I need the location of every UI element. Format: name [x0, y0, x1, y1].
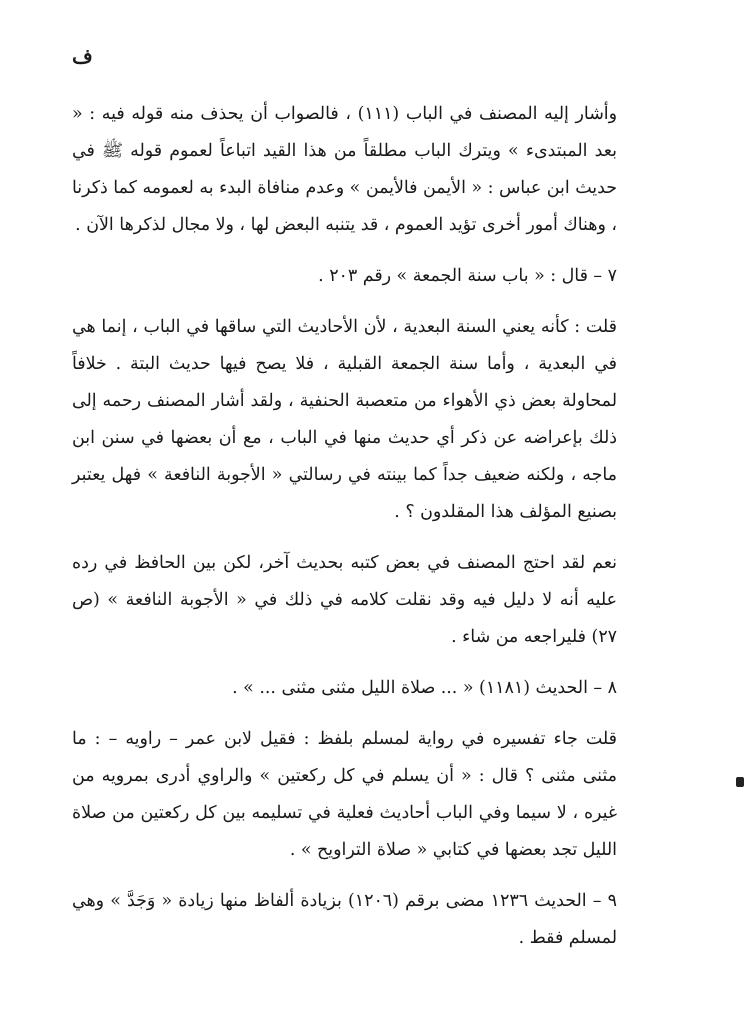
scan-edge-mark — [736, 777, 744, 787]
paragraph-4: نعم لقد احتج المصنف في بعض كتبه بحديث آخر، لكن بين الحافظ في رده عليه أنه لا دليل فيه وقد نقلت كلامه في ذلك في « الأجوبة النافعة » (ص ٢٧) فليراجعه من شاء . — [72, 553, 617, 647]
page-text — [72, 96, 617, 957]
page-marker: ف — [72, 44, 93, 68]
item-9-heading: ٩ – الحديث ١٢٣٦ مضى برقم (١٢٠٦) بزيادة ألفاظ منها زيادة « وَجَدَّ » وهي لمسلم فقط . — [72, 891, 617, 948]
paragraph-1: وأشار إليه المصنف في الباب (١١١) ، فالصواب أن يحذف منه قوله فيه : « بعد المبتدىء » ويترك الباب مطلقاً من هذا القيد اتباعاً لعموم قوله ﷺ في حديث ابن عباس : « الأيمن فالأيمن » وعدم منافاة البدء به لعمومه كما ذكرنا ، وهناك أمور أخرى تؤيد العموم ، قد يتنبه البعض لها ، ولا مجال لذكرها الآن . — [72, 104, 617, 235]
paragraph-6: قلت جاء تفسيره في رواية لمسلم بلفظ : فقيل لابن عمر – راويه – : ما مثنى مثنى ؟ قال : « أن يسلم في كل ركعتين » والراوي أدرى بمرويه من غيره ، لا سيما وفي الباب أحاديث فعلية في تسليمه بين كل ركعتين من صلاة الليل تجد بعضها في كتابي « صلاة التراويح » . — [72, 729, 617, 860]
paragraph-3: قلت : كأنه يعني السنة البعدية ، لأن الأحاديث التي ساقها في الباب ، إنما هي في البعدية ، وأما سنة الجمعة القبلية ، فلا يصح فيها حديث البتة . خلافاً لمحاولة بعض ذي الأهواء من متعصبة الحنفية ، ولقد أشار المصنف رحمه إلى ذلك بإعراضه عن ذكر أي حديث منها في الباب ، مع أن بعضها في سنن ابن ماجه ، ولكنه ضعيف جداً كما بينته في رسالتي « الأجوبة النافعة » فهل يعتبر بصنيع المؤلف هذا المقلدون ؟ . — [72, 317, 617, 522]
item-7-heading: ٧ – قال : « باب سنة الجمعة » رقم ٢٠٣ . — [318, 266, 617, 286]
item-8-heading: ٨ – الحديث (١١٨١) « ... صلاة الليل مثنى مثنى ... » . — [232, 678, 617, 698]
